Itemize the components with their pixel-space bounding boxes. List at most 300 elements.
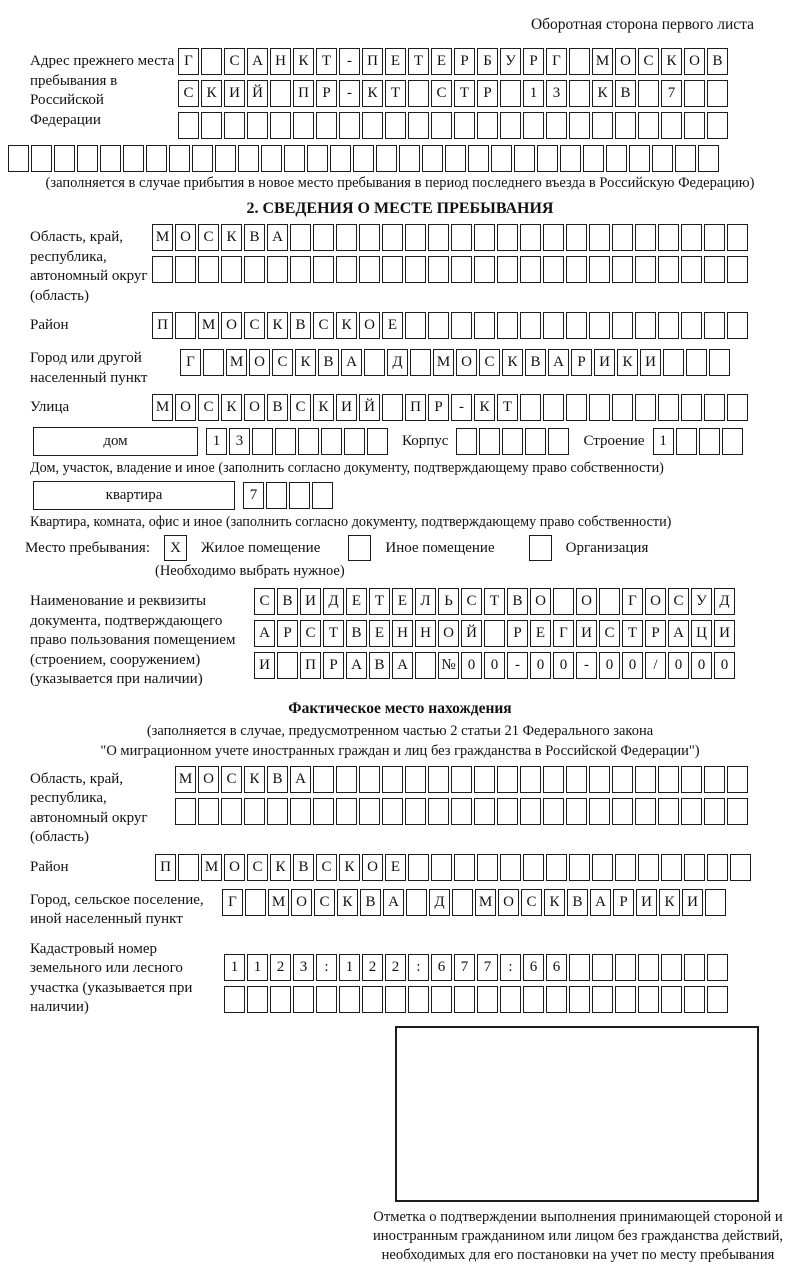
char-box: А	[267, 224, 288, 251]
char-box	[615, 854, 636, 881]
district-label: Район	[30, 317, 69, 333]
char-box: Е	[385, 48, 406, 75]
char-box: Т	[408, 48, 429, 75]
char-box	[382, 224, 403, 251]
char-box: 2	[385, 954, 406, 981]
char-box: М	[152, 394, 173, 421]
char-box: 1	[653, 428, 674, 455]
char-box	[497, 224, 518, 251]
page-header-note: Оборотная сторона первого листа	[530, 16, 754, 33]
char-box: С	[313, 312, 334, 339]
char-box	[477, 986, 498, 1013]
char-box: В	[507, 588, 528, 615]
char-box	[270, 986, 291, 1013]
char-box: 1	[339, 954, 360, 981]
char-box: :	[500, 954, 521, 981]
house-type-box	[33, 427, 198, 456]
char-box	[727, 256, 748, 283]
char-box	[408, 112, 429, 139]
char-box: О	[224, 854, 245, 881]
char-box	[445, 145, 466, 172]
char-box	[548, 428, 569, 455]
char-box: В	[615, 80, 636, 107]
char-box	[344, 428, 365, 455]
char-box: П	[300, 652, 321, 679]
fact-district-label: Район	[30, 858, 69, 875]
char-box	[293, 112, 314, 139]
document-row-2	[254, 620, 735, 647]
char-box: Н	[270, 48, 291, 75]
char-box: К	[617, 349, 638, 376]
char-box	[681, 256, 702, 283]
char-box	[203, 349, 224, 376]
char-box	[684, 986, 705, 1013]
char-box	[704, 312, 725, 339]
char-box	[569, 80, 590, 107]
char-box	[676, 428, 697, 455]
char-box	[238, 145, 259, 172]
char-box: Б	[477, 48, 498, 75]
organization-checkbox[interactable]	[529, 535, 552, 561]
char-box	[169, 145, 190, 172]
char-box: Д	[714, 588, 735, 615]
street-field	[30, 394, 800, 421]
char-box	[266, 482, 287, 509]
char-box: А	[383, 889, 404, 916]
char-box	[612, 798, 633, 825]
char-box	[566, 312, 587, 339]
char-box: У	[500, 48, 521, 75]
char-box: И	[336, 394, 357, 421]
char-box	[451, 798, 472, 825]
char-box	[428, 312, 449, 339]
char-box: Р	[454, 48, 475, 75]
char-box	[146, 145, 167, 172]
char-box	[175, 798, 196, 825]
char-box	[321, 428, 342, 455]
char-box: В	[525, 349, 546, 376]
char-box: Г	[222, 889, 243, 916]
char-box	[284, 145, 305, 172]
char-box	[362, 112, 383, 139]
char-box: С	[178, 80, 199, 107]
char-box: И	[714, 620, 735, 647]
char-box	[698, 145, 719, 172]
cadastral-row-2	[224, 986, 728, 1013]
char-box	[431, 986, 452, 1013]
char-box	[364, 349, 385, 376]
char-box	[474, 256, 495, 283]
char-box	[362, 986, 383, 1013]
char-box	[474, 766, 495, 793]
char-box: О	[175, 224, 196, 251]
char-box	[313, 766, 334, 793]
char-box	[454, 854, 475, 881]
char-box	[175, 312, 196, 339]
char-box: 6	[546, 954, 567, 981]
char-box: С	[198, 224, 219, 251]
char-box	[339, 986, 360, 1013]
char-box: Й	[461, 620, 482, 647]
char-box	[307, 145, 328, 172]
char-box: П	[405, 394, 426, 421]
char-box: 3	[229, 428, 250, 455]
char-box	[707, 112, 728, 139]
char-box	[382, 256, 403, 283]
char-box	[456, 428, 477, 455]
section3-note-line1: (заполняется в случае, предусмотренном частью 2 статьи 21 Федерального закона	[146, 722, 654, 739]
char-box: О	[221, 312, 242, 339]
char-box	[543, 312, 564, 339]
char-box: Й	[247, 80, 268, 107]
prev-address-row-1	[178, 48, 728, 75]
char-box	[661, 986, 682, 1013]
char-box: 0	[553, 652, 574, 679]
char-box: О	[359, 312, 380, 339]
char-box	[54, 145, 75, 172]
char-box	[247, 112, 268, 139]
char-box	[583, 145, 604, 172]
char-box	[502, 428, 523, 455]
char-box	[727, 798, 748, 825]
char-box	[684, 112, 705, 139]
char-box: Е	[530, 620, 551, 647]
char-box: В	[277, 588, 298, 615]
char-box	[658, 766, 679, 793]
char-box: И	[224, 80, 245, 107]
char-box	[244, 798, 265, 825]
other-premises-checkbox[interactable]	[348, 535, 371, 561]
char-box: В	[369, 652, 390, 679]
cadastral-boxes	[224, 936, 728, 1013]
house-type-label: дом	[103, 433, 128, 449]
char-box	[722, 428, 743, 455]
char-box	[382, 798, 403, 825]
char-box	[658, 312, 679, 339]
char-box: Т	[484, 588, 505, 615]
char-box	[523, 854, 544, 881]
char-box	[684, 80, 705, 107]
char-box	[520, 766, 541, 793]
char-box: Е	[431, 48, 452, 75]
char-box	[615, 954, 636, 981]
char-box: В	[318, 349, 339, 376]
char-box: С	[316, 854, 337, 881]
char-box: М	[152, 224, 173, 251]
char-box	[546, 854, 567, 881]
char-box	[681, 798, 702, 825]
char-box: 7	[454, 954, 475, 981]
char-box: Г	[553, 620, 574, 647]
char-box: О	[530, 588, 551, 615]
char-box	[635, 312, 656, 339]
char-box: К	[270, 854, 291, 881]
char-box: К	[339, 854, 360, 881]
char-box	[589, 798, 610, 825]
char-box: 1	[224, 954, 245, 981]
char-box	[275, 428, 296, 455]
char-box	[707, 954, 728, 981]
char-box	[681, 766, 702, 793]
city-field	[30, 345, 800, 388]
char-box	[313, 798, 334, 825]
char-box	[298, 428, 319, 455]
char-box	[638, 112, 659, 139]
char-box: С	[224, 48, 245, 75]
char-box	[569, 954, 590, 981]
char-box	[612, 256, 633, 283]
char-box: 0	[622, 652, 643, 679]
char-box: С	[221, 766, 242, 793]
char-box: О	[291, 889, 312, 916]
char-box: С	[461, 588, 482, 615]
char-box: 2	[270, 954, 291, 981]
char-box: 0	[714, 652, 735, 679]
other-premises-label: Иное помещение	[385, 539, 495, 556]
char-box: Е	[392, 588, 413, 615]
char-box: Ь	[438, 588, 459, 615]
fact-city-row	[222, 889, 726, 916]
char-box: Г	[178, 48, 199, 75]
char-box	[454, 112, 475, 139]
char-box	[658, 798, 679, 825]
char-box: Д	[387, 349, 408, 376]
char-box: 2	[362, 954, 383, 981]
char-box	[405, 312, 426, 339]
char-box	[31, 145, 52, 172]
char-box: М	[226, 349, 247, 376]
char-box: О	[684, 48, 705, 75]
char-box: А	[290, 766, 311, 793]
char-box: А	[668, 620, 689, 647]
fact-city-field	[30, 887, 800, 930]
prev-address-note: (заполняется в случае прибытия в новое место пребывания в период последнего въезда в Российскую Федерацию)	[45, 175, 755, 191]
apartment-type-label: квартира	[105, 487, 163, 503]
char-box	[152, 256, 173, 283]
char-box: С	[300, 620, 321, 647]
char-box	[566, 256, 587, 283]
apartment-note: Квартира, комната, офис и иное (заполнить согласно документу, подтверждающему право собственности)	[30, 514, 672, 530]
char-box	[684, 954, 705, 981]
char-box: О	[576, 588, 597, 615]
region-boxes	[152, 224, 748, 283]
char-box: А	[346, 652, 367, 679]
char-box	[612, 224, 633, 251]
char-box: Т	[385, 80, 406, 107]
char-box: Р	[323, 652, 344, 679]
char-box	[546, 112, 567, 139]
char-box: В	[707, 48, 728, 75]
fact-district-field	[30, 854, 800, 881]
char-box	[543, 394, 564, 421]
char-box: В	[346, 620, 367, 647]
char-box	[520, 394, 541, 421]
char-box: -	[339, 80, 360, 107]
region-row-1	[152, 224, 748, 251]
char-box	[615, 112, 636, 139]
char-box: К	[295, 349, 316, 376]
char-box	[638, 954, 659, 981]
apartment-number-row	[243, 482, 333, 509]
char-box: М	[592, 48, 613, 75]
char-box: Т	[316, 48, 337, 75]
char-box	[431, 112, 452, 139]
char-box: :	[408, 954, 429, 981]
char-box: /	[645, 652, 666, 679]
char-box: К	[336, 312, 357, 339]
char-box	[560, 145, 581, 172]
char-box: Г	[622, 588, 643, 615]
char-box: В	[360, 889, 381, 916]
char-box	[474, 798, 495, 825]
char-box: Е	[346, 588, 367, 615]
char-box	[727, 224, 748, 251]
char-box	[589, 394, 610, 421]
char-box: №	[438, 652, 459, 679]
char-box	[704, 766, 725, 793]
residential-label: Жилое помещение	[201, 539, 321, 556]
char-box	[612, 766, 633, 793]
char-box	[245, 889, 266, 916]
char-box: С	[272, 349, 293, 376]
char-box: Р	[507, 620, 528, 647]
char-box	[606, 145, 627, 172]
char-box	[224, 112, 245, 139]
korpus-label: Корпус	[402, 433, 449, 449]
char-box: В	[244, 224, 265, 251]
char-box: И	[576, 620, 597, 647]
char-box	[316, 112, 337, 139]
char-box	[267, 798, 288, 825]
char-box	[359, 798, 380, 825]
char-box: С	[290, 394, 311, 421]
stay-place-row	[25, 535, 800, 561]
char-box	[500, 986, 521, 1013]
char-box: Р	[428, 394, 449, 421]
char-box	[201, 48, 222, 75]
char-box	[479, 428, 500, 455]
char-box: Е	[382, 312, 403, 339]
prev-address-row-2	[178, 80, 728, 107]
char-box: М	[433, 349, 454, 376]
fact-region-label: Область, край, республика, автономный округ (область)	[30, 770, 148, 845]
char-box	[612, 312, 633, 339]
char-box: 0	[530, 652, 551, 679]
char-box: Н	[415, 620, 436, 647]
char-box	[661, 112, 682, 139]
char-box: Л	[415, 588, 436, 615]
prev-address-row-3	[178, 112, 728, 139]
char-box: И	[640, 349, 661, 376]
char-box	[316, 986, 337, 1013]
char-box	[675, 145, 696, 172]
char-box	[415, 652, 436, 679]
char-box	[428, 766, 449, 793]
char-box: К	[221, 224, 242, 251]
char-box	[727, 394, 748, 421]
confirmation-stamp-caption: Отметка о подтверждении выполнения принимающей стороной и иностранным гражданином или лицом без гражданства действий, необходимых для его постановки на учет по месту пребывания	[372, 1208, 784, 1263]
char-box: 1	[247, 954, 268, 981]
char-box: И	[594, 349, 615, 376]
char-box	[589, 224, 610, 251]
char-box	[252, 428, 273, 455]
char-box	[410, 349, 431, 376]
char-box: 0	[668, 652, 689, 679]
char-box: 6	[431, 954, 452, 981]
char-box: Т	[454, 80, 475, 107]
char-box	[382, 766, 403, 793]
char-box	[543, 224, 564, 251]
char-box	[221, 256, 242, 283]
char-box: 3	[293, 954, 314, 981]
korpus-row	[456, 428, 569, 455]
char-box	[707, 80, 728, 107]
cadastral-label: Кадастровый номер земельного или лесного участка (указывается при наличии)	[30, 940, 193, 1015]
char-box	[497, 798, 518, 825]
char-box	[8, 145, 29, 172]
char-box	[500, 112, 521, 139]
char-box: А	[247, 48, 268, 75]
char-box	[313, 224, 334, 251]
char-box	[428, 798, 449, 825]
char-box: 6	[523, 954, 544, 981]
char-box: Й	[359, 394, 380, 421]
char-box	[198, 256, 219, 283]
char-box: О	[249, 349, 270, 376]
char-box: Д	[323, 588, 344, 615]
char-box	[497, 766, 518, 793]
char-box: М	[201, 854, 222, 881]
char-box: 0	[599, 652, 620, 679]
char-box	[727, 766, 748, 793]
char-box: Е	[369, 620, 390, 647]
char-box	[385, 986, 406, 1013]
char-box: С	[198, 394, 219, 421]
char-box	[406, 889, 427, 916]
region-label: Область, край, республика, автономный округ (область)	[30, 229, 148, 304]
street-row	[152, 394, 748, 421]
char-box: 0	[484, 652, 505, 679]
char-box: Р	[277, 620, 298, 647]
char-box: Н	[392, 620, 413, 647]
char-box	[408, 986, 429, 1013]
char-box	[566, 798, 587, 825]
char-box: К	[293, 48, 314, 75]
house-row	[33, 427, 800, 456]
char-box: С	[521, 889, 542, 916]
document-label: Наименование и реквизиты документа, подтверждающего право пользования помещением (строением, сооружением) (указывается при наличии)	[30, 593, 236, 687]
char-box	[569, 986, 590, 1013]
char-box: О	[615, 48, 636, 75]
char-box	[336, 256, 357, 283]
district-row	[152, 312, 748, 339]
apartment-type-box	[33, 481, 235, 510]
char-box	[408, 854, 429, 881]
char-box: И	[682, 889, 703, 916]
document-boxes	[254, 588, 735, 679]
char-box	[699, 428, 720, 455]
residential-checkbox[interactable]: X	[164, 535, 187, 561]
char-box	[468, 145, 489, 172]
house-number-row	[206, 428, 388, 455]
char-box	[451, 312, 472, 339]
char-box	[537, 145, 558, 172]
char-box	[663, 349, 684, 376]
char-box	[661, 954, 682, 981]
char-box: К	[267, 312, 288, 339]
char-box: И	[254, 652, 275, 679]
char-box: А	[341, 349, 362, 376]
